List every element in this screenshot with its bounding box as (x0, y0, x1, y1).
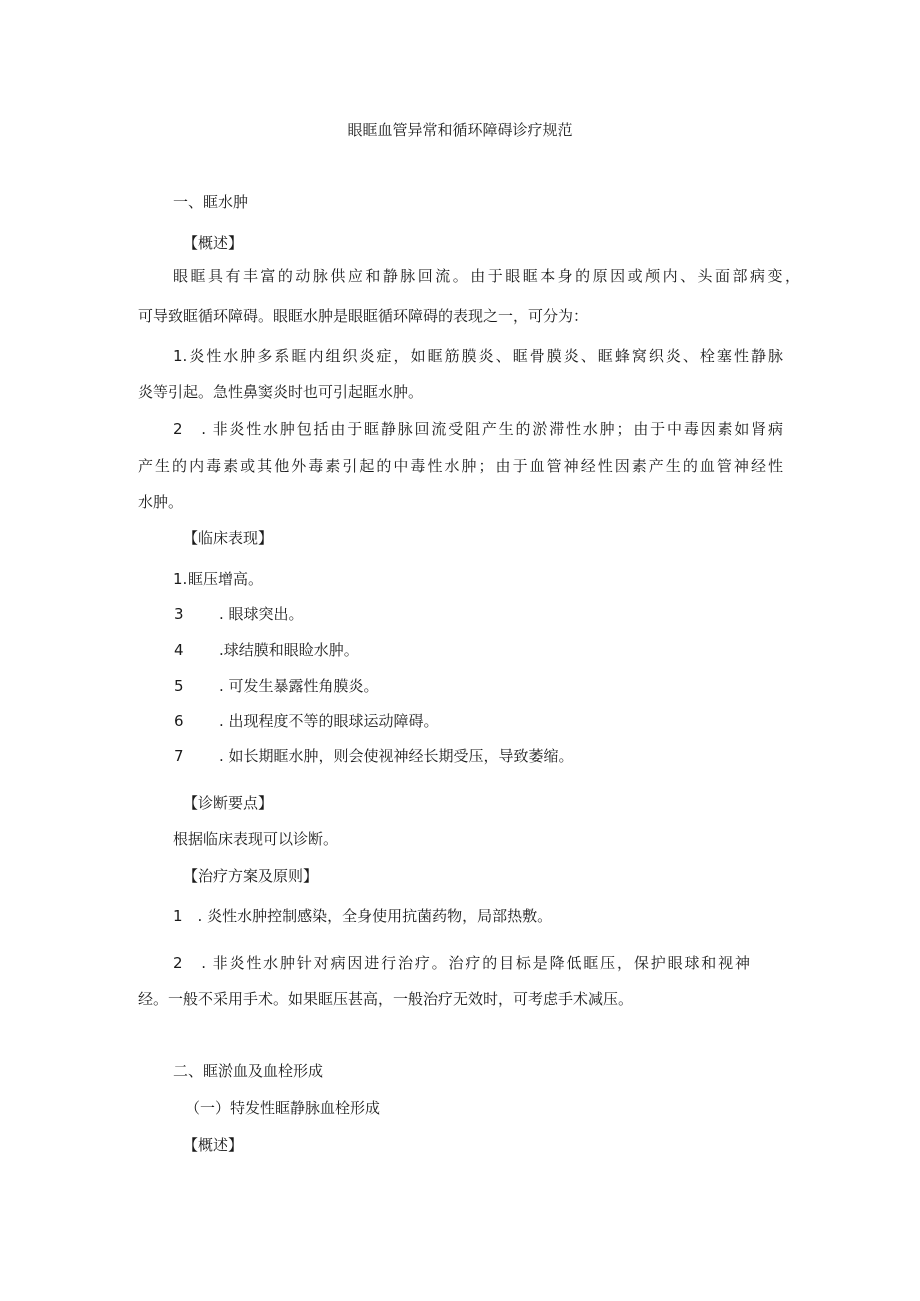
section-heading-2: 二、眶淤血及血栓形成 (173, 1062, 324, 1080)
clinical-item-text: .球结膜和眼睑水肿。 (219, 641, 359, 659)
clinical-item-text: . 出现程度不等的眼球运动障碍。 (219, 712, 439, 730)
clinical-item-text: . 可发生暴露性角膜炎。 (219, 677, 379, 695)
list-item-2: 2 . 非炎性水肿包括由于眶静脉回流受阻产生的淤滞性水肿；由于中毒因素如肾病 (173, 420, 783, 438)
clinical-item-text: 眶压增高。 (188, 570, 264, 588)
clinical-item-number: 7 (174, 747, 184, 765)
overview-label-2: 【概述】 (183, 1136, 244, 1154)
clinical-item-number: 6 (174, 712, 184, 730)
clinical-item-number: 4 (174, 641, 184, 659)
page-title: 眼眶血管异常和循环障碍诊疗规范 (347, 121, 573, 139)
clinical-item-number: 1. (173, 570, 188, 588)
overview-paragraph-line: 眼眶具有丰富的动脉供应和静脉回流。由于眼眶本身的原因或颅内、头面部病变， (173, 267, 800, 285)
list-item-2-continuation: 产生的内毒素或其他外毒素引起的中毒性水肿；由于血管神经性因素产生的血管神经性 (138, 457, 783, 475)
treatment-label: 【治疗方案及原则】 (183, 867, 319, 885)
treatment-item-2: 2 . 非炎性水肿针对病因进行治疗。治疗的目标是降低眶压，保护眼球和视神 (173, 954, 750, 972)
list-item-1-continuation: 炎等引起。急性鼻窦炎时也可引起眶水肿。 (138, 383, 424, 401)
clinical-item-text: . 眼球突出。 (219, 605, 304, 623)
treatment-item-2-continuation: 经。一般不采用手术。如果眶压甚高，一般治疗无效时，可考虑手术减压。 (138, 990, 634, 1008)
clinical-item-text: . 如长期眶水肿，则会使视神经长期受压，导致萎缩。 (219, 747, 574, 765)
clinical-item-number: 5 (174, 677, 184, 695)
list-item-2-continuation: 水肿。 (138, 493, 184, 511)
overview-paragraph-line: 可导致眶循环障碍。眼眶水肿是眼眶循环障碍的表现之一，可分为： (138, 307, 589, 325)
diagnosis-text: 根据临床表现可以诊断。 (173, 830, 339, 848)
treatment-item-1: 1 . 炎性水肿控制感染，全身使用抗菌药物，局部热敷。 (173, 907, 553, 925)
section-heading-1: 一、眶水肿 (173, 193, 249, 211)
clinical-item-number: 3 (174, 605, 184, 623)
overview-label: 【概述】 (183, 234, 244, 252)
clinical-label: 【临床表现】 (183, 529, 274, 547)
list-item-1: 1.炎性水肿多系眶内组织炎症，如眶筋膜炎、眶骨膜炎、眶蜂窝织炎、栓塞性静脉 (173, 347, 783, 365)
subsection-heading: （一）特发性眶静脉血栓形成 (185, 1099, 381, 1117)
diagnosis-label: 【诊断要点】 (183, 794, 274, 812)
